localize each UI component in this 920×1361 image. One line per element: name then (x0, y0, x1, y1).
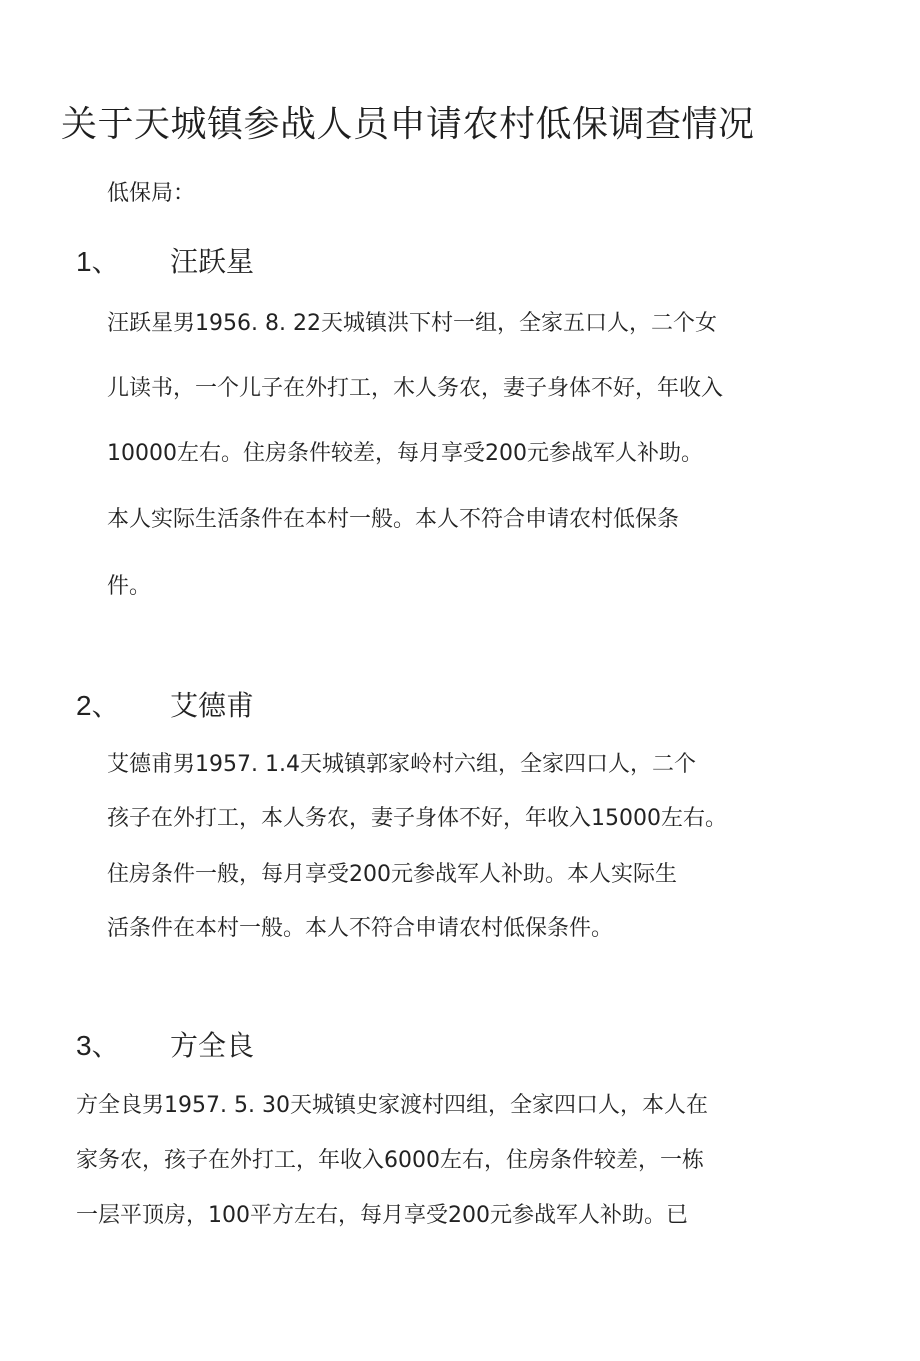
section-1-line-2: 儿读书，一个儿子在外打工，木人务农，妻子身体不好，年收入 (107, 376, 724, 401)
section-1-line-4: 本人实际生活条件在本村一般。本人不符合申请农村低保条 (107, 507, 680, 532)
section-3-number: 3、 (76, 1030, 120, 1061)
section-2-line-1: 艾德甫男1957. 1.4天城镇郭家岭村六组，全家四口人，二个 (107, 752, 696, 777)
section-2-name: 艾德甫 (170, 689, 255, 722)
section-1-line-5: 件。 (107, 574, 152, 599)
section-3-line-1: 方全良男1957. 5. 30天城镇史家渡村四组，全家四口人，本人在 (76, 1093, 708, 1118)
section-1-heading (76, 240, 254, 280)
section-3-heading (76, 1024, 254, 1064)
document-title: 关于天城镇参战人员申请农村低保调查情况 (61, 104, 755, 145)
section-3-line-2: 家务农，孩子在外打工，年收入6000左右，住房条件较差，一栋 (76, 1148, 704, 1173)
section-2-line-4: 活条件在本村一般。本人不符合申请农村低保条件。 (107, 916, 614, 941)
section-1-line-3: 10000左右。住房条件较差，每月享受200元参战军人补助。 (107, 441, 703, 466)
section-1-line-1: 汪跃星男1956. 8. 22天城镇洪下村一组，全家五口人，二个女 (107, 311, 717, 336)
section-3-name: 方全良 (170, 1029, 255, 1062)
section-1-number: 1、 (76, 246, 120, 277)
section-3-line-3: 一层平顶房，100平方左右，每月享受200元参战军人补助。已 (76, 1203, 688, 1228)
section-1-name: 汪跃星 (170, 245, 255, 278)
section-2-line-3: 住房条件一般，每月享受200元参战军人补助。本人实际生 (107, 862, 677, 887)
salutation: 低保局： (107, 181, 196, 206)
section-2-line-2: 孩子在外打工，本人务农，妻子身体不好，年收入15000左右。 (107, 806, 727, 831)
section-2-heading (76, 684, 254, 724)
section-2-number: 2、 (76, 690, 120, 721)
